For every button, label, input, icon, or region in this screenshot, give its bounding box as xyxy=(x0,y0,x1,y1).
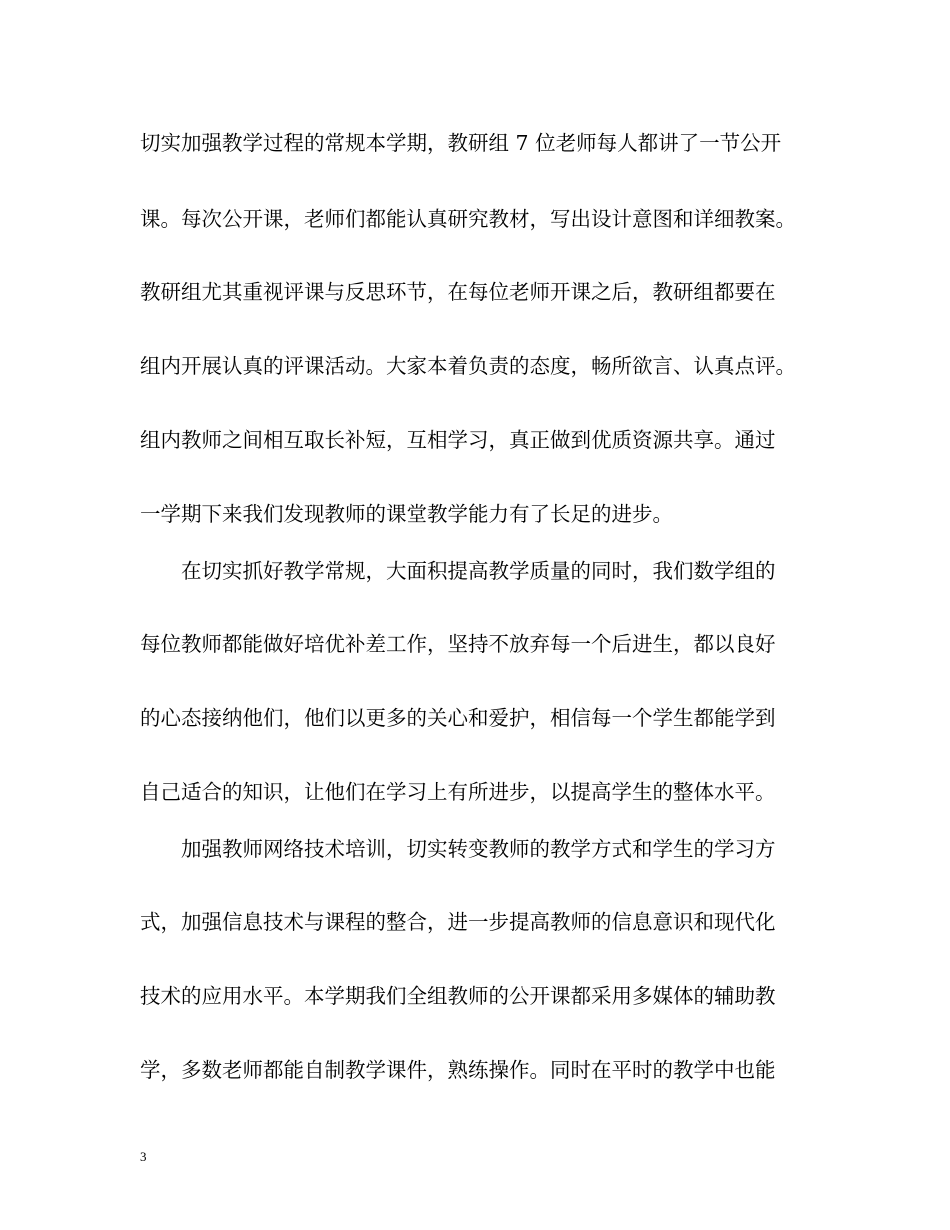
text-line: 式，加强信息技术与课程的整合，进一步提高教师的信息意识和现代化 xyxy=(140,910,776,934)
page-number: 3 xyxy=(140,1149,147,1164)
text-line: 自己适合的知识，让他们在学习上有所进步，以提高学生的整体水平。 xyxy=(140,780,776,804)
text-line: 课。每次公开课，老师们都能认真研究教材，写出设计意图和详细教案。 xyxy=(140,207,796,231)
text-line: 一学期下来我们发现教师的课堂教学能力有了长足的进步。 xyxy=(140,502,673,526)
text-line: 每位教师都能做好培优补差工作，坚持不放弃每一个后进生，都以良好 xyxy=(140,632,776,656)
text-line: 组内开展认真的评课活动。大家本着负责的态度，畅所欲言、认真点评。 xyxy=(140,354,796,378)
text-line: 的心态接纳他们，他们以更多的关心和爱护，相信每一个学生都能学到 xyxy=(140,706,776,730)
paragraph-first-line: 在切实抓好教学常规，大面积提高教学质量的同时，我们数学组的 xyxy=(181,559,776,583)
paragraph-first-line: 加强教师网络技术培训，切实转变教师的教学方式和学生的学习方 xyxy=(181,837,776,861)
text-line: 学，多数老师都能自制教学课件，熟练操作。同时在平时的教学中也能 xyxy=(140,1058,776,1082)
text-line: 教研组尤其重视评课与反思环节，在每位老师开课之后，教研组都要在 xyxy=(140,280,776,304)
text-line: 组内教师之间相互取长补短，互相学习，真正做到优质资源共享。通过 xyxy=(140,428,776,452)
text-line: 切实加强教学过程的常规本学期，教研组 7 位老师每人都讲了一节公开 xyxy=(140,131,782,155)
text-line: 技术的应用水平。本学期我们全组教师的公开课都采用多媒体的辅助教 xyxy=(140,984,776,1008)
